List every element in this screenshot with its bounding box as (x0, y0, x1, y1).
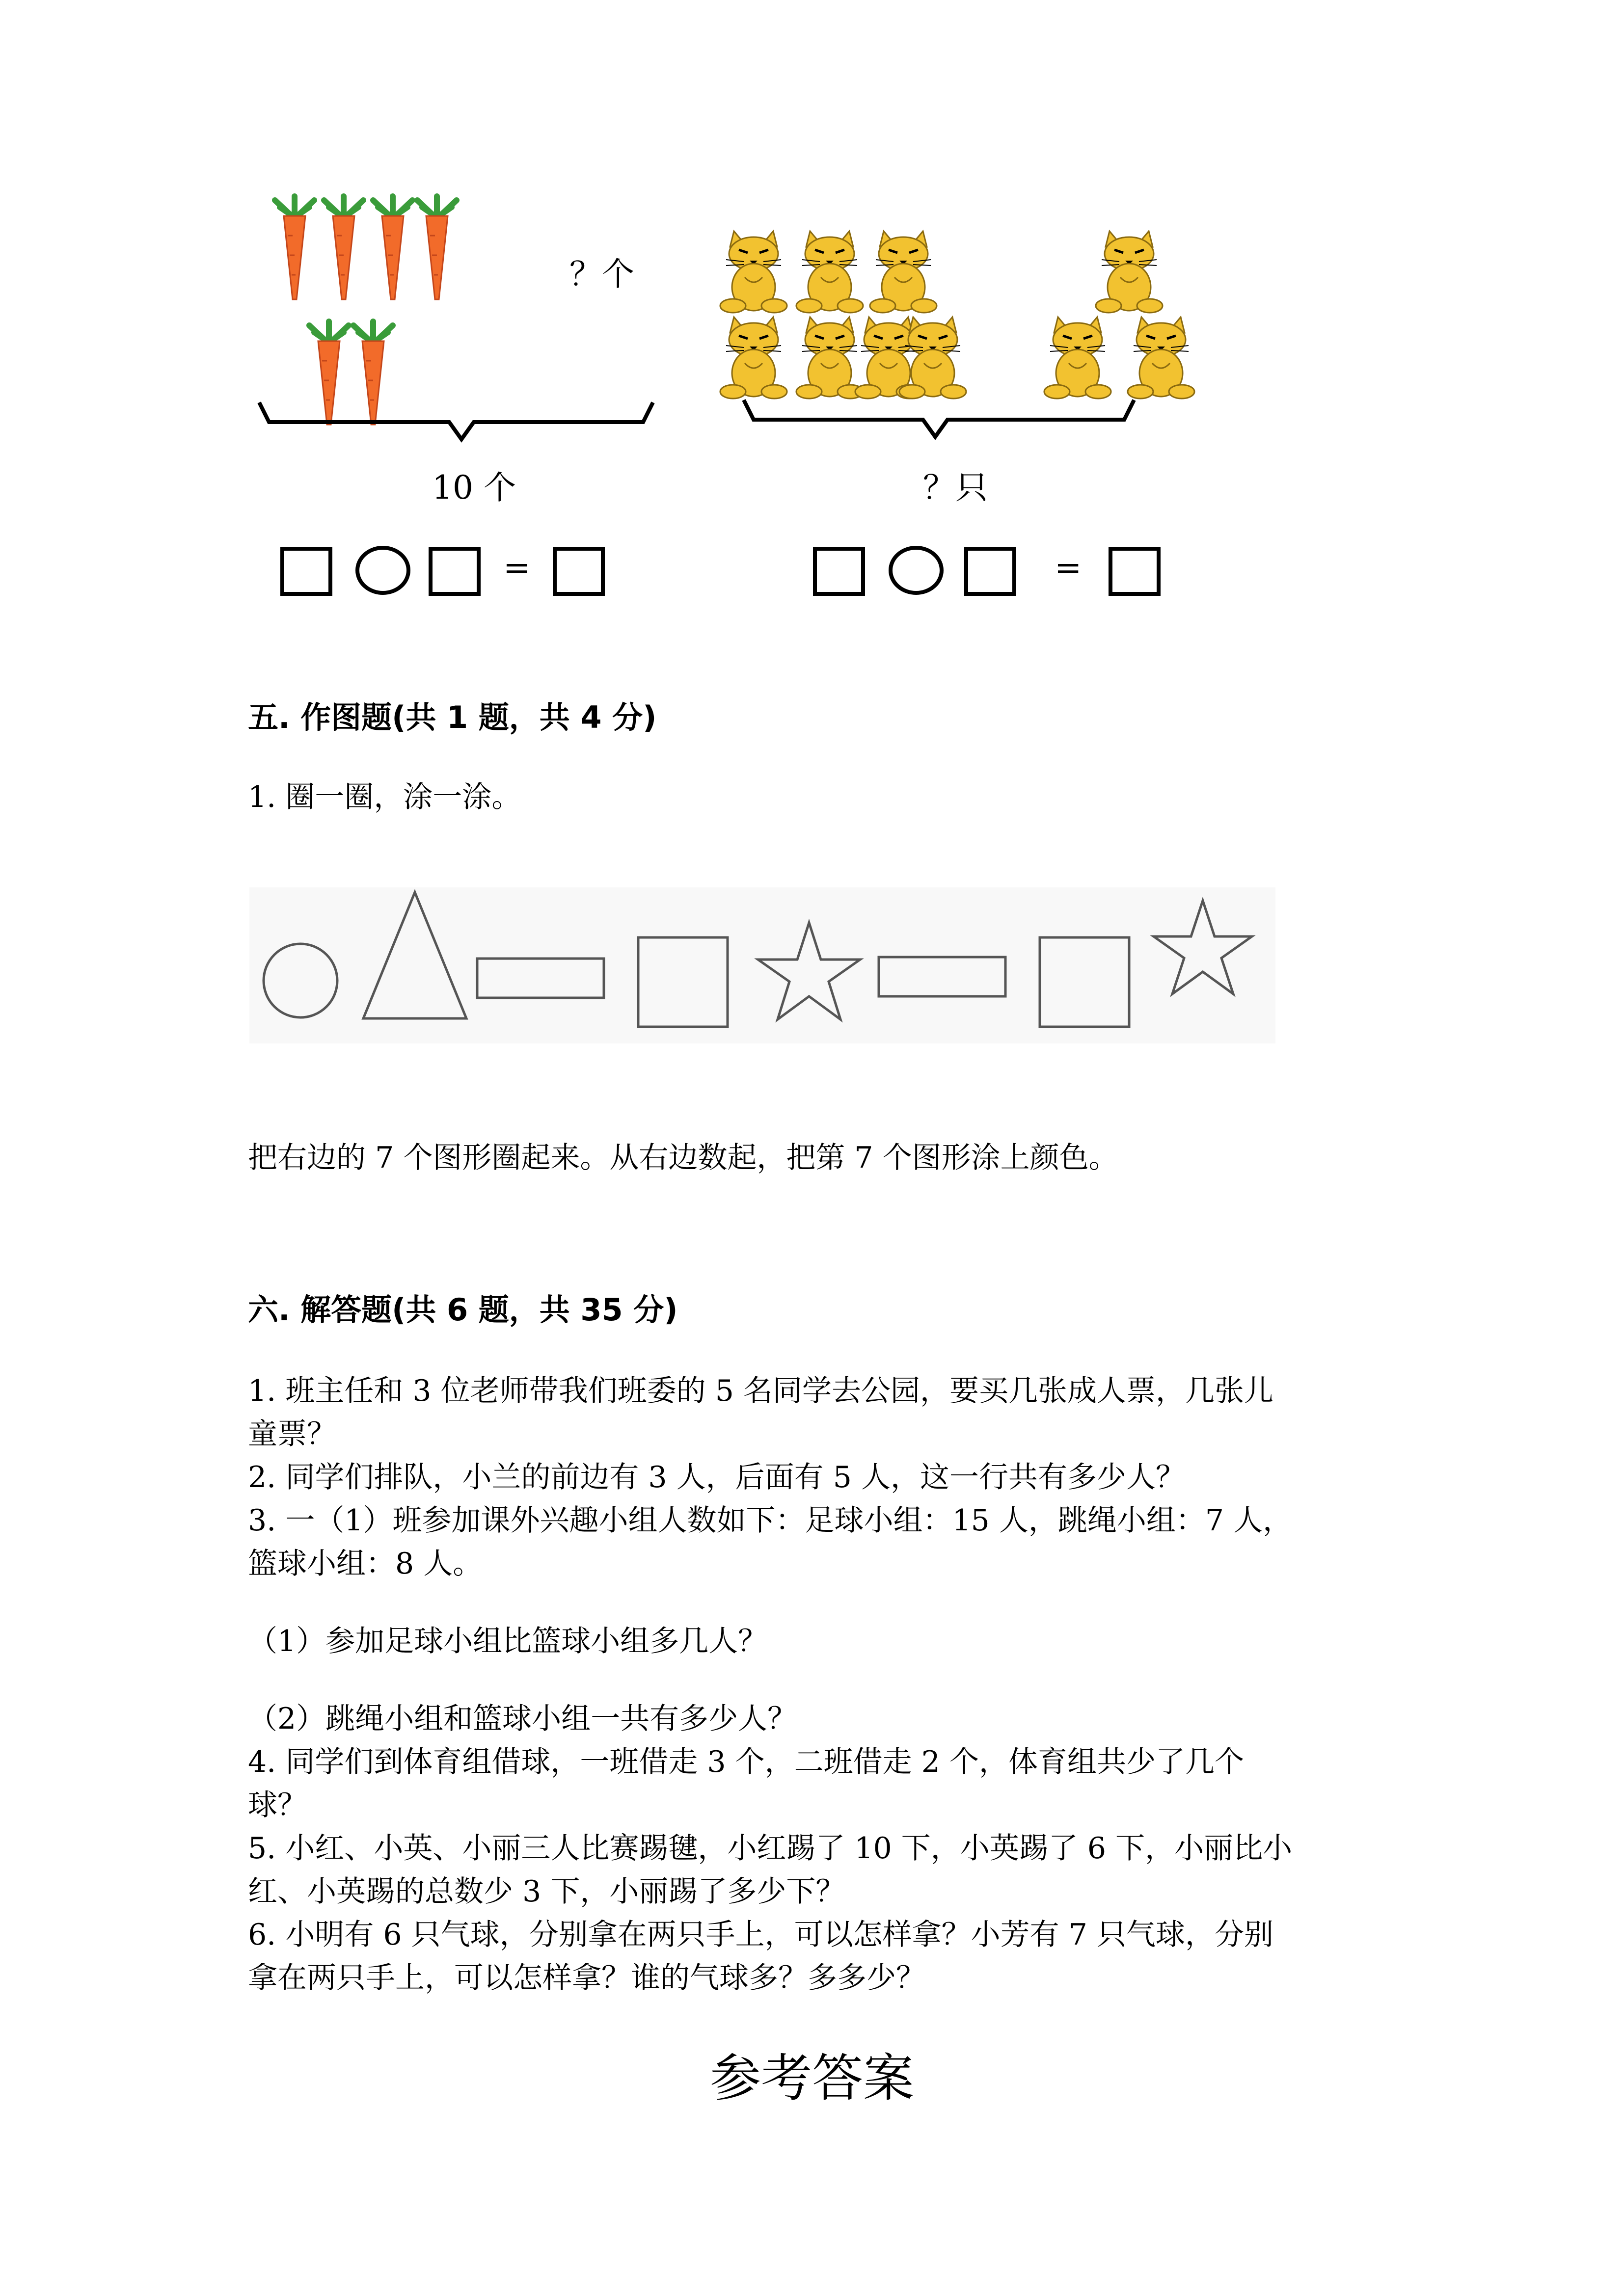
question-3-line-1: 3. 一（1）班参加课外兴趣小组人数如下：足球小组：15 人，跳绳小组：7 人， (248, 1503, 1293, 1538)
operator-circle (357, 548, 408, 593)
question-3-line-2: 篮球小组：8 人。 (248, 1547, 483, 1581)
carrot-icon (275, 196, 314, 299)
question-4-line-2: 球？ (248, 1788, 307, 1822)
total-count-label: 10 个 (432, 469, 516, 507)
question-3-sub-1: （1）参加足球小组比篮球小组多几人？ (248, 1624, 768, 1658)
question-3-sub-2: （2）跳绳小组和篮球小组一共有多少人？ (248, 1702, 797, 1736)
answer-box (555, 549, 603, 594)
equation-left (282, 548, 603, 594)
carrot-icon (353, 321, 393, 425)
equals-sign: = (503, 549, 531, 587)
answer-box (1110, 549, 1159, 594)
cat-icon (796, 231, 863, 313)
cat-icon (899, 317, 966, 399)
question-5-line-1: 5. 小红、小英、小丽三人比赛踢毽，小红踢了 10 下，小英踢了 6 下，小丽比小 (248, 1831, 1293, 1866)
answer-box (815, 549, 863, 594)
shapes-strip-background (249, 887, 1275, 1043)
cat-icon (720, 231, 787, 313)
question-4-line-1: 4. 同学们到体育组借球，一班借走 3 个，二班借走 2 个，体育组共少了几个 (248, 1745, 1244, 1779)
question-1-line-2: 童票？ (248, 1417, 336, 1451)
reference-answers-title: 参考答案 (709, 2048, 914, 2108)
answer-box (431, 549, 479, 594)
cat-icon (720, 317, 787, 399)
carrots-brace (259, 402, 653, 439)
equals-sign: = (1055, 549, 1082, 587)
unknown-count-label: ？个 (569, 255, 634, 293)
section-6-heading: 六. 解答题(共 6 题，共 35 分) (248, 1292, 678, 1328)
question-2: 2. 同学们排队，小兰的前边有 3 人，后面有 5 人，这一行共有多少人？ (248, 1460, 1185, 1495)
cat-icon (870, 231, 937, 313)
operator-circle (891, 548, 942, 593)
carrot-icon (417, 196, 457, 299)
cat-icon (1044, 317, 1111, 399)
cats-count-label: ？只 (923, 469, 988, 507)
cat-icon (1096, 231, 1163, 313)
carrot-icon (373, 196, 412, 299)
section-5-question-1: 1. 圈一圈，涂一涂。 (248, 780, 521, 814)
question-6-line-2: 拿在两只手上，可以怎样拿？谁的气球多？多多少？ (248, 1961, 925, 1995)
section-5-instruction: 把右边的 7 个图形圈起来。从右边数起，把第 7 个图形涂上颜色。 (248, 1141, 1118, 1175)
equation-right (815, 548, 1159, 594)
answer-box (282, 549, 330, 594)
question-1-line-1: 1. 班主任和 3 位老师带我们班委的 5 名同学去公园，要买几张成人票，几张儿 (248, 1374, 1273, 1408)
cats-brace (744, 400, 1134, 437)
cat-icon (796, 317, 863, 399)
question-5-line-2: 红、小英踢的总数少 3 下，小丽踢了多少下？ (248, 1874, 845, 1909)
question-6-line-1: 6. 小明有 6 只气球，分别拿在两只手上，可以怎样拿？小芳有 7 只气球，分别 (248, 1918, 1273, 1952)
carrot-icon (324, 196, 363, 299)
section-5-heading: 五. 作图题(共 1 题，共 4 分) (248, 699, 657, 735)
carrot-icon (309, 321, 349, 425)
cat-icon (1128, 317, 1194, 399)
answer-box (966, 549, 1014, 594)
